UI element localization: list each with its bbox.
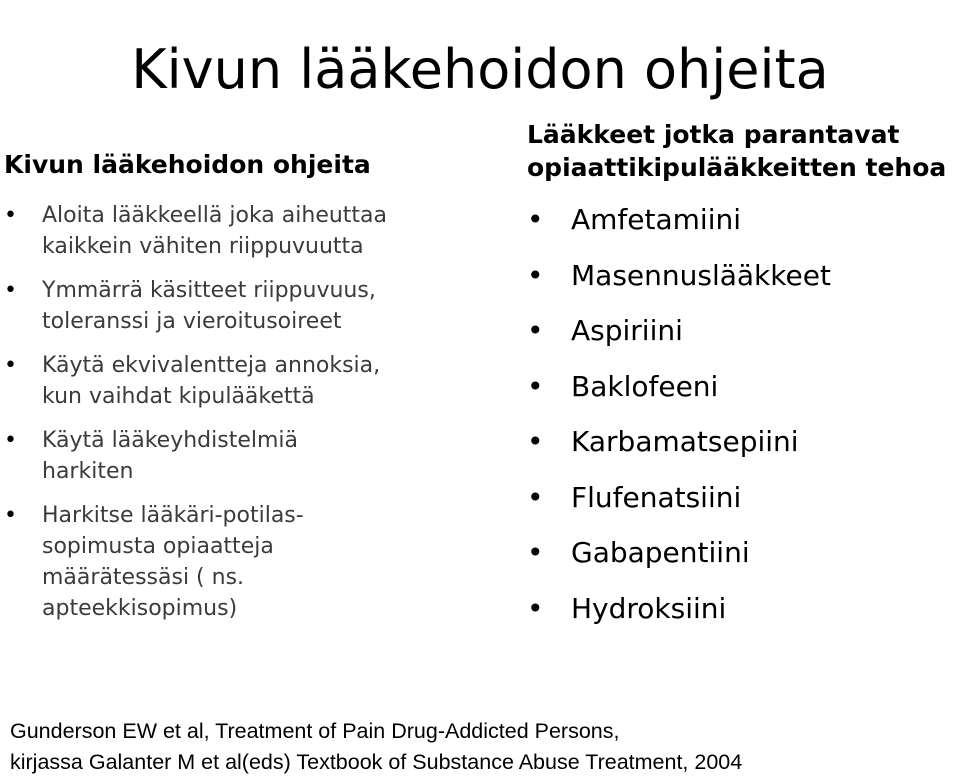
list-item: • Käytä ekvivalentteja annoksia, kun vaihdat kipulääkettä xyxy=(4,350,504,412)
list-item: • Masennuslääkkeet xyxy=(527,258,957,294)
list-item: • Käytä lääkeyhdistelmiä harkiten xyxy=(4,425,504,487)
right-heading-line2: opiaattikipulääkkeitten tehoa xyxy=(527,153,947,182)
list-item: • Amfetamiini xyxy=(527,202,957,238)
left-column xyxy=(4,148,504,637)
citation-line-1: Gunderson EW et al, Treatment of Pain Drug-Addicted Persons, xyxy=(10,719,620,743)
list-item: • Karbamatsepiini xyxy=(527,424,957,460)
right-heading-line1: Lääkkeet jotka parantavat xyxy=(527,120,900,149)
list-item: • Hydroksiini xyxy=(527,591,957,627)
right-bullet-list xyxy=(527,202,957,627)
citation-line-2: kirjassa Galanter M et al(eds) Textbook of Substance Abuse Treatment, 2004 xyxy=(10,750,743,774)
slide-title: Kivun lääkehoidon ohjeita xyxy=(131,38,829,102)
right-column xyxy=(527,118,957,646)
left-heading: Kivun lääkehoidon ohjeita xyxy=(4,150,371,179)
list-item: • Gabapentiini xyxy=(527,535,957,571)
right-heading xyxy=(527,118,957,184)
list-item: • Aloita lääkkeellä joka aiheuttaa kaikkein vähiten riippuvuutta xyxy=(4,200,504,262)
citation xyxy=(10,716,955,778)
list-item: • Baklofeeni xyxy=(527,369,957,405)
list-item: • Aspiriini xyxy=(527,313,957,349)
list-item: • Ymmärrä käsitteet riippuvuus, toleranssi ja vieroitusoireet xyxy=(4,275,504,337)
list-item: • Harkitse lääkäri-potilas- sopimusta opiaatteja määrätessäsi ( ns. apteekkisopimus) xyxy=(4,500,504,624)
list-item: • Flufenatsiini xyxy=(527,480,957,516)
left-bullet-list xyxy=(4,200,504,624)
